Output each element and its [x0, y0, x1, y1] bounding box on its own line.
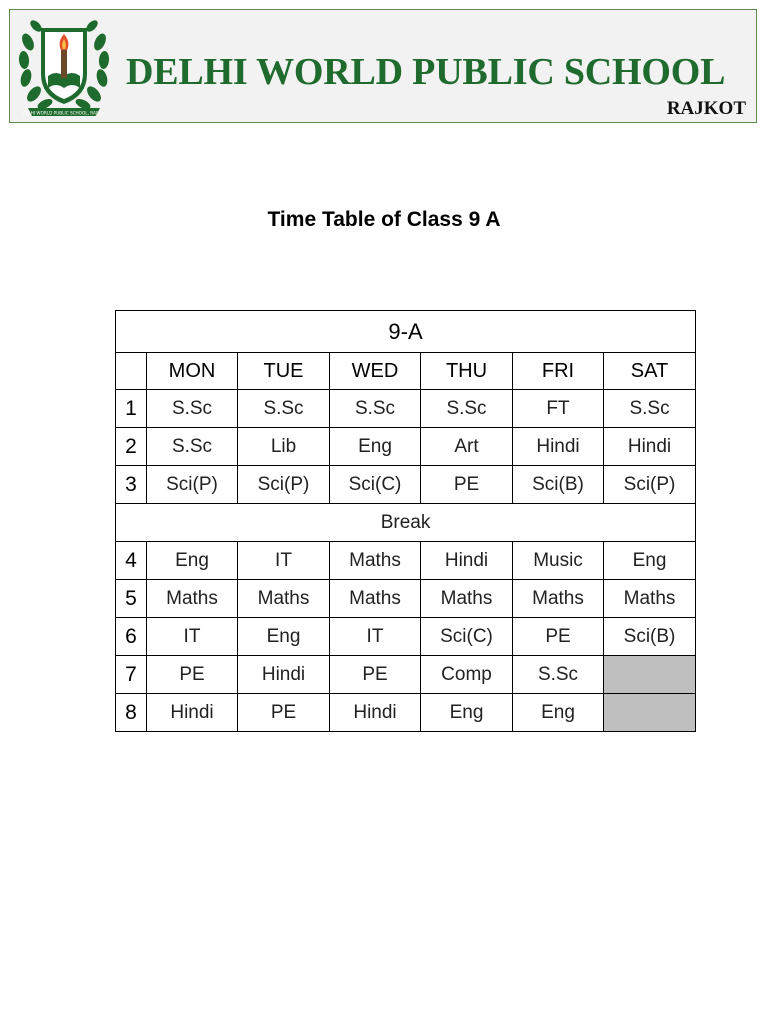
subject-cell: Sci(P): [604, 466, 696, 504]
period-number: 6: [116, 618, 147, 656]
subject-cell: S.Sc: [147, 390, 238, 428]
period-number: 1: [116, 390, 147, 428]
subject-cell: PE: [421, 466, 513, 504]
subject-cell: PE: [330, 656, 421, 694]
period-row: [116, 542, 696, 580]
period-row: [116, 656, 696, 694]
subject-cell: Maths: [238, 580, 330, 618]
subject-cell: IT: [238, 542, 330, 580]
period-row: [116, 580, 696, 618]
subject-cell: Maths: [421, 580, 513, 618]
day-header: FRI: [513, 353, 604, 390]
period-number: 5: [116, 580, 147, 618]
subject-cell: Sci(B): [513, 466, 604, 504]
school-city: RAJKOT: [666, 98, 746, 119]
subject-cell: S.Sc: [238, 390, 330, 428]
period-number: 2: [116, 428, 147, 466]
subject-cell: Music: [513, 542, 604, 580]
subject-cell: Maths: [147, 580, 238, 618]
empty-period-cell: [604, 694, 696, 732]
subject-cell: PE: [513, 618, 604, 656]
subject-cell: Hindi: [513, 428, 604, 466]
day-header: THU: [421, 353, 513, 390]
subject-cell: Sci(P): [238, 466, 330, 504]
subject-cell: Sci(C): [421, 618, 513, 656]
subject-cell: IT: [147, 618, 238, 656]
subject-cell: Hindi: [147, 694, 238, 732]
day-header: SAT: [604, 353, 696, 390]
subject-cell: Eng: [147, 542, 238, 580]
subject-cell: Eng: [421, 694, 513, 732]
school-name: DELHI WORLD PUBLIC SCHOOL: [126, 51, 726, 93]
empty-period-cell: [604, 656, 696, 694]
subject-cell: Sci(C): [330, 466, 421, 504]
corner-cell: [116, 353, 147, 390]
subject-cell: Maths: [330, 542, 421, 580]
period-row: [116, 694, 696, 732]
subject-cell: S.Sc: [604, 390, 696, 428]
subject-cell: PE: [238, 694, 330, 732]
period-number: 8: [116, 694, 147, 732]
period-row: [116, 390, 696, 428]
day-header-row: [116, 353, 696, 390]
day-header: WED: [330, 353, 421, 390]
period-number: 7: [116, 656, 147, 694]
subject-cell: Art: [421, 428, 513, 466]
subject-cell: Eng: [604, 542, 696, 580]
period-row: [116, 428, 696, 466]
break-label: Break: [116, 504, 696, 542]
page-title: Time Table of Class 9 A: [267, 208, 501, 231]
subject-cell: Maths: [330, 580, 421, 618]
subject-cell: Hindi: [238, 656, 330, 694]
subject-cell: Maths: [513, 580, 604, 618]
subject-cell: Eng: [330, 428, 421, 466]
subject-cell: Maths: [604, 580, 696, 618]
subject-cell: Eng: [513, 694, 604, 732]
subject-cell: S.Sc: [330, 390, 421, 428]
period-number: 4: [116, 542, 147, 580]
subject-cell: Sci(B): [604, 618, 696, 656]
period-row: [116, 618, 696, 656]
day-header: TUE: [238, 353, 330, 390]
break-row: [116, 504, 696, 542]
period-number: 3: [116, 466, 147, 504]
logo-ribbon-text: DELHI WORLD PUBLIC SCHOOL, RAJKOT: [22, 110, 106, 116]
timetable: [115, 310, 696, 732]
subject-cell: PE: [147, 656, 238, 694]
subject-cell: Hindi: [330, 694, 421, 732]
subject-cell: Comp: [421, 656, 513, 694]
school-banner: [9, 9, 757, 123]
period-row: [116, 466, 696, 504]
subject-cell: Hindi: [421, 542, 513, 580]
class-label: 9-A: [116, 311, 696, 353]
subject-cell: Sci(P): [147, 466, 238, 504]
subject-cell: S.Sc: [147, 428, 238, 466]
subject-cell: Lib: [238, 428, 330, 466]
subject-cell: S.Sc: [421, 390, 513, 428]
class-header-row: [116, 311, 696, 353]
school-logo-icon: [14, 12, 114, 122]
subject-cell: Hindi: [604, 428, 696, 466]
day-header: MON: [147, 353, 238, 390]
subject-cell: FT: [513, 390, 604, 428]
subject-cell: IT: [330, 618, 421, 656]
subject-cell: S.Sc: [513, 656, 604, 694]
subject-cell: Eng: [238, 618, 330, 656]
